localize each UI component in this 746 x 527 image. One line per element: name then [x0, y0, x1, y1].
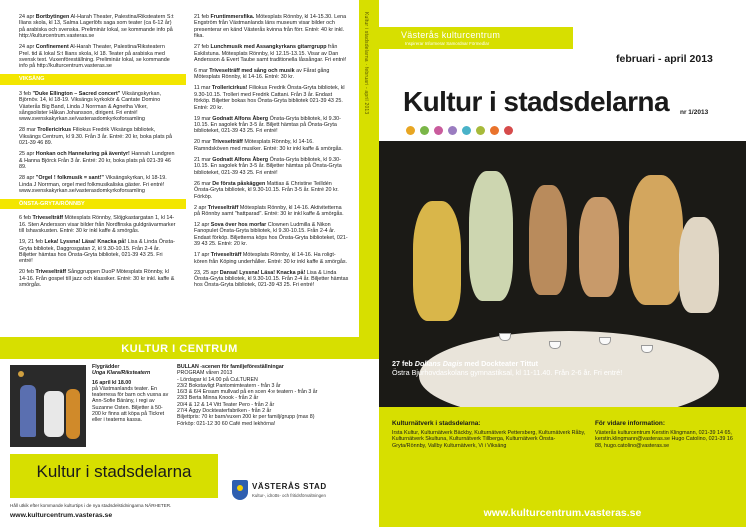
network-info — [392, 421, 587, 449]
event-title: Godnatt Alfons Åberg — [212, 115, 269, 122]
bullan-info — [177, 364, 355, 427]
section-header-viksang: VIKSÄNG — [0, 74, 186, 85]
stage-lamp-icon — [18, 371, 24, 377]
event-item — [194, 157, 349, 176]
event-date: 3 feb — [19, 90, 33, 97]
event-date: 25 apr — [19, 151, 36, 158]
event-item — [194, 222, 349, 248]
event-date: 20 feb — [19, 269, 36, 276]
event-date: 6 mar — [194, 68, 210, 75]
section-header-onsta: ÖNSTA-GRYTA/RÖNNBY — [0, 199, 186, 210]
event-body: Viksängskyrkan, kl 18-19. Linda J Norrman, orgel med folkmusikaliska gäster. Fri entré! www.svenskakyrkan.se/vasterasdomkyrkoforsamling — [19, 175, 167, 194]
puppet-tea-party-photo — [379, 141, 746, 407]
caption-details: Östra Bjurhovdaskolans gymnastiksal, kl 11-11.40. Från 2-6 år. Fri entré! — [392, 368, 623, 377]
event-title: Triveselträff — [212, 139, 243, 146]
bullan-line: 23/2 Bokstavligt Pantomimteatern - från 3 år — [177, 382, 281, 389]
event-body: Önsta-Gryta bibliotek, kl 9.30-10.15. En sagolek från 3-5 år. Biljetter hämtas på Önsta-Gryta biblioteket, 021-39 43 25. Fri entré! — [194, 156, 342, 176]
bullan-line: 27/4 Äggy Dockteaterfabriken - från 2 år — [177, 408, 272, 415]
event-body: av Fårat gång Mötesplats Rönnby, kl 14-16. Entré: 30 kr. — [194, 68, 330, 81]
event-title: Confinement — [35, 44, 69, 51]
event-body: Mötesplats Rönnby, kl 14-15.30. Lena Engström från Västmanlands läns museum visar bilder och presenterar en känd Västerås kvinna från förr. Entré: 40 kr inkl. fika. — [194, 14, 347, 40]
teacup-icon — [499, 333, 511, 341]
event-body: Önsta-Gryta bibliotek, kl 9.30-10.15. En sagolek från 3-5 år. Biljett hämtas på Önsta-Gryta biblioteket, 021-39 43 25. Fri entré! — [194, 115, 341, 135]
bird-puppet — [469, 171, 513, 301]
dog-puppet — [579, 197, 619, 297]
bullan-title: BULLAN -scenen för familjeföreställningar — [177, 364, 284, 370]
spine-strip — [359, 0, 379, 337]
event-date: 12 apr — [194, 221, 211, 228]
photo-caption — [392, 359, 732, 377]
footer-subtitle: Håll utkik efter kommande kulturtips i de nya stadsdelstidningarna NÄRHETER. — [10, 503, 172, 508]
event-body: Hannah Lundgren & Hanna Björck Från 3 år. Entré: 20 kr, boka plats på 021-39 46 89. — [19, 151, 175, 171]
actor-figure — [66, 389, 80, 439]
flygradder-date: 16 april kl 18.00 — [92, 379, 132, 386]
color-dot-icon — [448, 126, 457, 135]
event-item — [19, 239, 176, 265]
actor-figure — [44, 391, 64, 437]
theater-photo — [10, 365, 86, 447]
event-title: Honkan och Hanneluring på äventyr! — [35, 151, 130, 158]
color-dot-icon — [406, 126, 415, 135]
event-body: Filiokus Fredrik Viksängs bibliotek, Viksängs Centrum, kl 9.30. Från 3 år. Entré: 20 kr, boka plats på 021-39 46 89. — [19, 127, 173, 147]
event-item — [19, 175, 176, 194]
caption-rest: med Dockteater Tittut — [462, 359, 539, 368]
brand-band — [379, 27, 573, 49]
color-dot-icon — [420, 126, 429, 135]
city-department: Kultur-, idrotts- och fritidsförvaltningen — [252, 493, 326, 498]
event-title: Lunchmusik med Assangkyrkans gitarrgrupp — [210, 44, 327, 51]
event-body: Sånggruppen DuoP Mötesplats Rönnby, kl 14-16. Från gospel till jazz och klassiker. Entré: 30 kr inkl. kaffe & smörgås. — [19, 269, 175, 289]
event-body: Al-Harah Theater, Palestina/Riksteatern S:t Ilians skola, kl 13, Salma Lagerlöfs saga som teater (ca 6-12 år) på arabiska och svenska. Preliminär lokal, se kommande info på http://kulturcentrum.vasteras.se — [19, 14, 174, 40]
event-item — [194, 139, 349, 152]
event-body: Mötesplats Rönnby, kl 14-16. Aktivitetterna på Rönnby samt "hattparad". Entré: 30 kr inkl kaffe & smörgås. — [194, 204, 344, 217]
event-date: 2 apr — [194, 204, 208, 211]
event-title: Triveselträff — [32, 215, 64, 222]
event-body: Lisa & Linda Önsta-Gryta bibliotek, kl 9.30-10.15. Från 2-4 år. Biljetter hämtas hos Önsta-Gryta bibliotek, 021-39 43 25. Fri entré! — [194, 269, 349, 289]
bullan-line: 23/3 Berta Minna Knook - från 2 år — [177, 395, 259, 402]
network-list: Irsta Kultur, Kulturnätverk Bäckby, Kulturnätverk Pettersberg, Kulturnätverk Råby, Kulturnätverk Skultuna, Kulturnätverk Tillberga, Kulturnätverk Önsta-Gryta/Rönnby, Vallby Kulturnätverk, Vi i Viksäng — [392, 429, 586, 449]
giraffe-puppet — [629, 175, 683, 305]
event-body: Mattias & Christine Teilldén Önsta-Gryta bibliotek, kl 9.30-10.15. Från 3-5 år. Entré 20 kr. Förköp. — [194, 180, 339, 200]
event-date: 20 mar — [194, 139, 213, 146]
event-item — [19, 14, 176, 40]
teacup-icon — [599, 337, 611, 345]
event-item — [194, 252, 349, 265]
event-item — [194, 85, 349, 111]
contact-details: Västerås kulturcentrum Kerstin Klingmann, 021-39 14 65, kerstin.klingmann@vasteras.se Hugo Catolino, 021-39 16 88, hugo.catolino@vasteras.se — [595, 429, 733, 449]
bullan-program: PROGRAM våren 2013 — [177, 370, 233, 377]
event-title: Trollericirkus — [37, 127, 72, 134]
event-body: från Eskilstuna. Mötesplats Rönnby, kl 12.15-13.15. Visar av Dan Andersson & Evert Taube samt traditionella låssångar. Fri entré! — [194, 44, 347, 64]
event-date: 11 mar — [194, 85, 212, 92]
color-dot-icon — [462, 126, 471, 135]
event-item — [19, 151, 176, 170]
color-dot-icon — [490, 126, 499, 135]
event-date: 28 mar — [19, 127, 38, 134]
events-column-middle — [186, 0, 359, 337]
network-heading: Kulturnätverk i stadsdelarna: — [392, 420, 481, 427]
cover-page — [379, 0, 746, 527]
kultur-i-centrum-panel — [0, 337, 379, 527]
event-date: 21 feb — [194, 14, 211, 20]
event-date: 17 apr — [194, 252, 211, 259]
event-item — [194, 116, 349, 135]
contact-heading: För vidare information: — [595, 420, 665, 427]
bullan-line: Förköp: 021-12 30 60 Café med lekhörna! — [177, 420, 276, 427]
brand-name: Västerås kulturcentrum — [401, 30, 501, 40]
kultur-i-centrum-heading: KULTUR I CENTRUM — [121, 343, 238, 355]
event-title: De första påskäggen — [212, 180, 266, 187]
event-date: 26 mar — [194, 180, 213, 187]
event-date: 27 feb — [194, 44, 211, 51]
event-body: Al-Harah Theater, Palestina/Riksteatern Prel. tid & lokal S:t Ilians skola, kl 18. Teater på arabiska med svensk text. Vuxenföreställning. Preliminär lokal, se kommande info på http://kulturcentrum.vasteras.se — [19, 44, 170, 70]
bullan-line: - Lördagar kl 14.00 på CuLTUREN — [177, 376, 258, 383]
issue-dates: februari - april 2013 — [616, 53, 713, 65]
caption-title: Dollans Dagis — [414, 359, 463, 368]
event-body: Mötesplats Rönnby, kl 14-16. Ramndsköven med musiker. Entré: 30 kr inkl kaffe & smörgås. — [194, 139, 343, 152]
event-date: 23, 25 apr — [194, 269, 220, 276]
event-item — [19, 91, 176, 123]
event-date: 6 feb — [19, 215, 33, 222]
flygradder-title: Flygrädder — [92, 364, 120, 370]
events-column-left — [0, 0, 186, 337]
event-title: Fruntimmersfika. — [210, 14, 255, 20]
event-item — [19, 44, 176, 70]
event-item — [194, 14, 349, 40]
event-item — [19, 215, 176, 234]
event-body: Viksängskyrkan, Björnöv. 14, kl 18-19. Viksängs kyrkokör & Cantate Domino Västerås Big Band, Linda J Norrman & Agnetha Viker, sångsolister Håkan Johansson, dirigent. Fri entré! www.svenskakyrkan.se/vasterasdomkyrkoforsamling — [19, 90, 161, 123]
city-crest-icon — [232, 480, 248, 500]
flygradder-company: Unga Klara/Riksteatern — [92, 370, 151, 377]
footer-left — [0, 454, 379, 527]
color-dot-icon — [434, 126, 443, 135]
event-date: 21 mar — [194, 156, 213, 163]
event-date: 19 mar — [194, 115, 213, 122]
flygradder-info — [92, 364, 170, 424]
info-band — [379, 407, 746, 527]
color-dot-icon — [476, 126, 485, 135]
issue-number: nr 1/2013 — [680, 109, 709, 116]
event-title: Bortbytingen — [35, 14, 70, 20]
event-body: Filiokus Fredrik Önsta-Gryta bibliotek, kl 9.30-10.15. Trolleri med Fredrik Cattani. Från 3 år. Endast förköp. Biljetter bokas hos Önsta-Gryta bibliotek 021-39 43 25. Entré: 20 kr. — [194, 85, 345, 111]
event-title: "Orgel ! folkmusik = sant!" — [35, 175, 104, 182]
event-date: 19, 21 feb — [19, 239, 45, 246]
rabbit-puppet — [679, 217, 719, 313]
event-item — [19, 269, 176, 288]
event-item — [19, 127, 176, 146]
event-body: Lisa & Linda Önsta-Gryta bibliotek, Daggrosgatan 2, kl 9.30-10.15. Från 2-4 år. Biljetter hämtas hos Önsta-Gryta bibliotek, 021-39 43 25. Fri entré! — [19, 239, 175, 265]
event-body: Clownen Ludmilla & Nikon Fanopulet Önsta-Gryta bibliotek, kl 9.30-10.15. Från 2-4 år. Endast förköp. Biljetterna köps hos Önsta-Gryta biblioteket, 021-39 43 25. Entré: 20 kr. — [194, 221, 348, 248]
event-title: Sova över hos morfar — [210, 221, 267, 228]
event-item — [194, 181, 349, 200]
event-title: Triveselträff — [210, 252, 242, 259]
actor-figure — [20, 385, 36, 437]
bullan-line: 16/3 & 6/4 Ensam mullvad på en scen 4:e teatern - från 3 år — [177, 389, 318, 396]
teacup-icon — [641, 345, 653, 353]
event-body: Mötesplats Rönnby, kl 14-16. Ha roligt-kören från Köping underhåller. Entré: 30 kr inkl kaffe & smörgås. — [194, 252, 348, 265]
duck-puppet — [413, 201, 461, 321]
event-item — [194, 270, 349, 289]
city-name: VÄSTERÅS STAD — [252, 482, 327, 491]
event-date: 24 apr — [19, 44, 36, 51]
event-title: Triveselträff med sång och musik — [209, 68, 295, 75]
caption-date: 27 feb — [392, 359, 415, 368]
event-title: Dansa! Lyssna! Läsa! Knacka på! — [219, 269, 306, 276]
event-item — [194, 68, 349, 81]
flygradder-body: på Västmanlands teater. En teaterresa för barn och vuxna av Ann-Sofie Bárány, i regi av Suzanne Osten. Biljetter à 50-200 kr finns att köpa på Tickret eller i teaterns kassa. — [92, 385, 169, 424]
kultur-i-centrum-bar — [0, 337, 379, 359]
event-date: 24 apr — [19, 14, 36, 20]
event-title: Triveselträff — [35, 269, 67, 276]
brand-tagline: Inspirerar Informerar Samordnar Förmedlar — [405, 41, 490, 46]
event-body: Mötesplats Rönnby, Slöjgkastargatan 1, kl 14-16. Sten Andersson visar bilder från Nordfinska guldgrävarmarker till Ishavskusten. Entré: 30 kr inkl kaffe & smörgås. — [19, 215, 176, 235]
event-date: 28 apr — [19, 175, 36, 182]
cover-url-link[interactable]: www.kulturcentrum.vasteras.se — [483, 507, 642, 519]
color-dot-icon — [504, 126, 513, 135]
footer-url-link[interactable]: www.kulturcentrum.vasteras.se — [10, 512, 113, 519]
event-title: Triveselträff — [207, 204, 239, 211]
teddy-puppet — [529, 185, 567, 295]
spine-text: Kultur i stadsdelarna · februari - april 2013 — [363, 12, 369, 115]
teacup-icon — [549, 341, 561, 349]
footer-title: Kultur i stadsdelarna — [36, 462, 192, 481]
contact-info — [595, 421, 741, 449]
event-title: "Duke Ellington – Sacred concert" — [32, 90, 121, 97]
event-title: Trollericirkus! — [211, 85, 248, 92]
bullan-line: 20/4 & 12 & 14 Vitt Teater Pero - från 2 år — [177, 401, 275, 408]
cover-title: Kultur i stadsdelarna — [403, 86, 669, 117]
bullan-line: Biljettpris: 70 kr barn/vuxen 200 kr per familj/grupp (max 8) — [177, 414, 315, 421]
event-item — [194, 44, 349, 63]
event-title: Godnatt Alfons Åberg — [212, 156, 269, 163]
event-item — [194, 205, 349, 218]
event-title: Leka! Lyssna! Läsa! Knacka på! — [44, 239, 127, 246]
